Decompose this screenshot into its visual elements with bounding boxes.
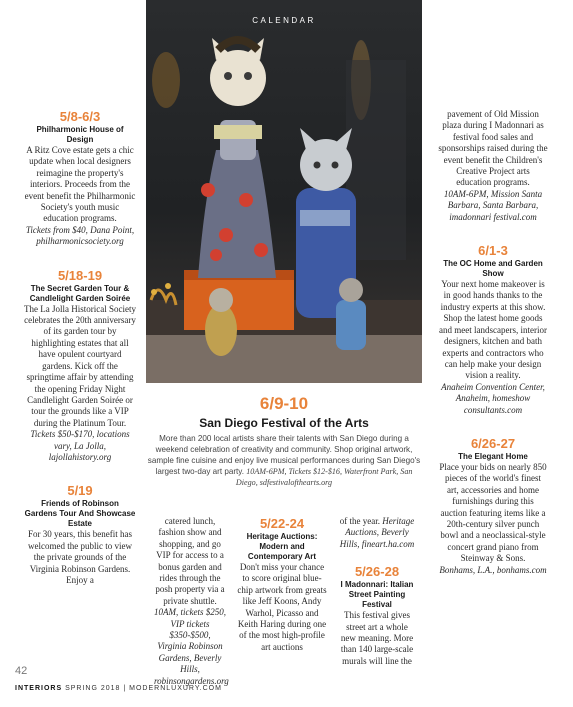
event-body: Place your bids on nearly 850 pieces of the world's finest art, accessories and home furnishings during this auction featuring items like a 20th-century silver punch bowl and a neoclassical-style concert grand piano from Steinway & Sons. [439,461,547,564]
event-body: The La Jolla Historical Society celebrates the 20th anniversary of its garden tour by highlighting estates that all have opulent courtyard gardens. Kick off the springtime affair by attending the opening Friday Night Candlelight Garden Soirée or tour the grounds like a VIP during the Platinum Tour. [24,303,136,428]
event-body-continued: pavement of Old Mission plaza during I Madonnari as festival food sales and sponsorships raised during the event benefit the Children's Creative Project arts education programs. [438,109,548,188]
event-madonnari-continued [438,109,548,223]
feature-body [146,433,422,488]
magazine-name: INTERIORS [15,685,63,692]
event-details: 10AM-6PM, Mission Santa Barbara, Santa Barbara, imadonnari festival.com [443,188,543,222]
event-secret-garden [24,268,136,464]
right-column [438,109,548,596]
feature-details: 10AM-6PM, Tickets $12-$16, Waterfront Park, San Diego, sdfestivalofthearts.org [235,467,413,487]
event-body: Don't miss your chance to score original blue-chip artwork from greats like Jeff Koons, Andy Warhol, Picasso and Keith Haring during one of the most high-profile art auctions [237,562,327,652]
event-body: This festival gives street art a whole new meaning. More than 140 large-scale murals will line the [340,610,414,666]
event-date: 5/8-6/3 [59,109,101,124]
event-title: The Elegant Home [458,451,528,461]
event-title: Philharmonic House of Design [36,125,124,144]
event-details: Tickets from $40, Dana Point, philharmonicsociety.org [25,224,135,247]
event-elegant-home [438,436,548,576]
page-footer [15,685,222,692]
feature-title: San Diego Festival of the Arts [199,416,369,430]
event-date: 5/18-19 [57,267,103,283]
feature-photo [146,0,422,383]
event-date: 6/1-3 [478,243,508,259]
event-title: I Madonnari: Italian Street Painting Festival [340,580,414,610]
event-body: For 30 years, this benefit has welcomed the public to view the private grounds of the Virginia Robinson Gardens. Enjoy a [28,529,132,585]
page-number: 42 [15,665,28,677]
event-title: The OC Home and Garden Show [443,259,543,279]
event-details: Anaheim Convention Center, Anaheim, homeshow consultants.com [441,381,545,415]
feature-event [146,394,422,488]
feature-description: More than 200 local artists share their talents with San Diego during a weekend celebration of creativity and community. Shop original artwork, sample fine cuisine and enjoy live musical performances during San Diego's largest two-day art party. [147,434,421,476]
event-title: Friends of Robinson Gardens Tour And Showcase Estate [24,499,136,529]
feature-date: 6/9-10 [259,394,309,413]
event-philharmonic [24,109,136,248]
calendar-heading: CALENDAR [252,16,316,25]
event-date: 5/19 [67,483,93,499]
middle-left-column [154,516,229,687]
middle-center-column [236,516,328,653]
event-robinson-gardens [24,483,136,586]
event-body: A Ritz Cove estate gets a chic update when local designers reimagine the property's interiors. Proceeds from the event benefit the Philharmonic Society's youth music education programs. [24,145,136,224]
event-details: Heritage Auctions, Beverly Hills, fineart.ha.com [339,516,415,549]
event-body-continued: catered lunch, fashion show and shopping, and go VIP for access to a bonus garden and rides through the posh property via a private shuttle. [155,516,225,606]
event-details: 10AM, tickets $250, VIP tickets $350-$500, Virginia Robinson Gardens, Beverly Hills, robinsongardens.org [154,607,229,686]
event-details: Tickets $50-$170, locations vary, La Jolla, lajollahistory.org [30,429,130,462]
event-body-continued [338,516,416,550]
event-title: Heritage Auctions: Modern and Contemporary Art [246,532,318,561]
event-date: 5/22-24 [259,516,305,531]
middle-right-column [338,516,416,667]
event-date: 5/26-28 [354,564,400,580]
event-details: Bonhams, L.A., bonhams.com [439,564,547,575]
event-date: 6/26-27 [470,435,516,451]
event-oc-home-show [438,243,548,416]
left-column [24,109,136,606]
event-body-end: of the year. [339,516,380,526]
event-body: Your next home makeover is in good hands thanks to the industry experts at this show. Shop the latest home goods and meet landscapers, interior designers, kitchen and bath experts and contractors who can help make your design vision a reality. [439,279,547,381]
footer-issue: SPRING 2018 | MODERNLUXURY.COM [65,685,222,692]
event-title: The Secret Garden Tour & Candlelight Garden Soirée [29,283,131,303]
ceramic-cat-sculptures-image [146,0,422,383]
